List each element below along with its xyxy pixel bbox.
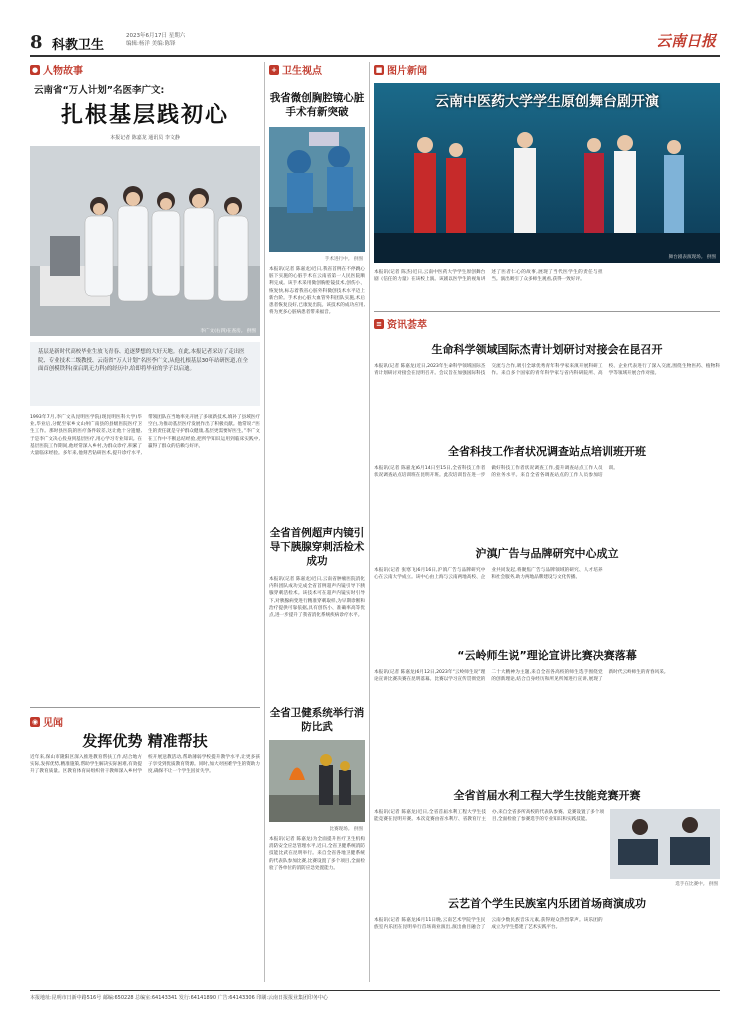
news-body-2: 本报讯(记者 陈嘉龙)6月14日至15日,全省科技工作者状况调查站点培训班在昆明开班。此次培训旨在进一步做好科技工作者状况调查工作,提升调查站点工作人员的业务水平。来自全省各调查站点的工作人员参加培训。: [374, 466, 618, 479]
fire-drill-illustration: [269, 740, 365, 822]
eye-icon: ◉: [31, 717, 39, 726]
surgery-photo-credit: 手术进行中。 供图: [324, 257, 363, 262]
camera-icon: ■: [375, 65, 383, 74]
mid-tag-label: 卫生视点: [282, 66, 322, 77]
contest-photo: [610, 809, 720, 887]
issue-proof: 美编:陈锋: [151, 41, 176, 47]
tag-label: 人物故事: [43, 66, 83, 77]
mid-headline-2: 全省首例超声内镜引导下胰腺穿刺活检术成功: [269, 527, 365, 567]
news-title-2: 全省科技工作者状况调查站点培训班开班: [448, 445, 646, 458]
news-body-3: 本报讯(记者 张寒飞)6月16日,沪滇广告与品牌研究中心在云南大学成立。该中心由上海与云南两地高校、企业共同发起,将聚焦广告与品牌领域的研究、人才培养和社会服务,助力两地品牌建设与文化传播。: [374, 568, 603, 581]
left-column: [30, 62, 260, 982]
page-number: 8: [30, 32, 43, 53]
photo-headline: 云南中医药大学学生原创舞台剧开演: [435, 94, 659, 110]
right-tag-label: 图片新闻: [387, 66, 427, 77]
mid-body-2: 本报讯(记者 陈嘉龙)近日,云南省肿瘤医院消化内科团队成功完成全省首例超声内镜引导下胰腺穿刺活检术。该技术可在超声内镜实时引导下,对胰腺病变进行精准穿刺取样,为早期诊断和治疗提供可靠依据,具有创伤小、准确率高等优点,进一步提升了我省消化系统疾病诊疗水平。: [269, 577, 365, 619]
sub-article-body: 近年来,保山市隆阳区深入推进教育帮扶工作,结合地方实际,发挥优势,精准施策,帮助学生解决实际困难,有效提升了教育质量。区教育体育局组织骨干教师深入乡村学校开展送教活动,帮助薄弱学校提升教学水平,让更多孩子享受到优质教育资源。同时,加大对困难学生的资助力度,确保不让一个学生因贫失学。: [30, 755, 260, 775]
mid-headline-1: 我省微创胸腔镜心脏手术有新突破: [269, 92, 365, 118]
right-column: [374, 62, 720, 982]
issue-editor: 编辑:杨洋: [126, 41, 150, 47]
kicker: 云南省“万人计划”名医李广文:: [34, 85, 165, 96]
mid-body-3: 本报讯(记者 陈嘉龙)为全面提升医疗卫生机构消防安全应急管理水平,近日,全省卫健系统消防技能比武在昆明举行。来自全省各地卫健系统的代表队参加比赛,比赛设置了多个项目,全面检验了各单位的消防应急处置能力。: [269, 837, 365, 871]
page-header: [30, 30, 720, 56]
doctor-rounds-photo: [30, 146, 260, 336]
subsection-label: 见闻: [43, 718, 63, 729]
mid-section-tag: [269, 62, 365, 77]
news-title-4: “云岭师生说”理论宣讲比赛决赛落幕: [457, 649, 637, 662]
photo-illustration: [30, 146, 260, 336]
surgery-illustration: [269, 127, 365, 252]
lead-paragraph: 基层是新时代高校毕业生放飞青春、追逐梦想的大好天地。在此,本报记者采访了走出医院、专业技术二级教授、云南省“万人计划”名医李广文,从他扎根基层30年站研医道,在全面首创模铁科(童启肌无力科)的经历中,给即将毕业的学子以启迪。: [30, 342, 260, 406]
sub-headline: 发挥优势 精准帮扶: [82, 732, 208, 750]
section-tag: [30, 62, 260, 77]
mid-headline-3: 全省卫健系统举行消防比武: [269, 707, 365, 733]
issue-info: [126, 32, 185, 48]
stage-news-body: 本报讯(记者 陈杰)近日,云南中医药大学学生原创舞台剧《信任的力量》在该校上演。该剧以医学生的视角讲述了医者仁心的故事,展现了当代医学生的责任与担当。演出吸引了众多师生观看,获得一致好评。: [374, 270, 603, 283]
news-title-6: 云艺首个学生民族室内乐团首场商演成功: [448, 897, 646, 910]
mid-body-1: 本报讯(记者 陈嘉龙)近日,我省首例在不停跳心脏下实施的心脏手术在云南省第一人民医院顺利完成。该手术采用微创胸腔镜技术,创伤小、恢复快,标志着我省心脏外科微创技术水平迈上新台阶。手术由心脏大血管外科团队实施,术后患者恢复良好,已康复出院。该技术的成功应用,将为更多心脏病患者带来福音。: [269, 267, 365, 316]
news-icon: ≡: [374, 319, 384, 329]
person-icon: ●: [31, 65, 39, 74]
brief-tag-label: 资讯荟萃: [387, 320, 427, 331]
news-title-1: 生命科学领域国际杰青计划研讨对接会在昆召开: [431, 343, 663, 356]
news-body-5: 本报讯(记者 陈嘉龙)近日,全省首届水利工程大学生技能竞赛在昆明开赛。本次竞赛由省水利厅、省教育厅主办,来自全省多所高校的代表队参赛。竞赛设置了多个项目,全面检验了参赛选手的专业知识和实践技能。: [374, 810, 604, 823]
news-5-row: [374, 809, 720, 887]
brief-section-tag: [374, 316, 720, 331]
headline: 扎根基层践初心: [60, 103, 229, 128]
masthead-logo: 云南日报: [655, 32, 716, 50]
news-title-3: 沪滇广告与品牌研究中心成立: [475, 547, 619, 560]
right-section-tag: [374, 62, 720, 77]
byline: 本报记者 陈嘉龙 通讯员 李文静: [110, 135, 180, 141]
news-title-5: 全省首届水利工程大学生技能竞赛开赛: [453, 789, 641, 802]
issue-weekday: 星期六: [168, 33, 186, 39]
photo-credit: 李广文(右四)在查房。 供图: [200, 329, 256, 334]
fire-drill-photo: [269, 740, 365, 832]
article-body: 1993年7月,李广文从昆明医学院(现昆明医科大学)毕业,毕业后,分配至家乡文山州广南县的县级医院医疗卫生工作。那时县医院的医疗条件较差,这让他十分遗憾,于是李广文决心投身到基层医疗,用心学习专业知识。在基层医院工作期间,他经常深入乡村,为群众诊疗,积累了大量临床经验。多年来,他刻苦钻研医术,提升诊疗水平,带领团队在当地率先开展了多项新技术,填补了县域医疗空白,为推动基层医疗发展作出了积极贡献。他常说:“医生的责任就是守护群众健康,基层更需要好医生。”李广文在工作中不断总结经验,把所学知识运用到临床实践中,赢得了群众的信赖与好评。: [30, 415, 260, 457]
section-name: 科教卫生: [52, 38, 105, 53]
fire-photo-credit: 比赛现场。 供图: [329, 827, 363, 832]
issue-date: 2023年6月17日: [126, 33, 167, 39]
news-body-1: 本报讯(记者 陈嘉龙)近日,2023年生命科学领域国际杰青计划研讨对接会在昆明召开。会议旨在加强国际科技交流与合作,吸引全球优秀青年科学家来滇开展科研工作。来自多个国家的青年科学家与省内科研院所、高校、企业代表进行了深入交流,围绕生物医药、植物科学等领域开展合作对接。: [374, 364, 720, 377]
contest-illustration: [610, 809, 720, 879]
contest-photo-credit: 选手在比赛中。 供图: [675, 882, 718, 887]
footer-info: 本报地址:昆明市日新中路516号 邮编:650228 总编室:64143341 发行:64141890 广告:64143306 印刷:云南日报报业集团印务中心: [30, 995, 329, 1001]
stage-play-photo: [374, 83, 720, 263]
news-body-6: 本报讯(记者 陈嘉龙)6月11日晚,云南艺术学院学生民族室内乐团在昆明举行首场商业演出,演出曲目融合了云南少数民族音乐元素,获得观众热烈掌声。该乐团的成立为学生搭建了艺术实践平台。: [374, 918, 603, 931]
news-body-4: 本报讯(记者 陈嘉龙)6月12日,2023年“云岭师生说”理论宣讲比赛决赛在昆明落幕。比赛以学习宣传贯彻党的二十大精神为主题,来自全省各高校的师生选手围绕党的创新理论,结合自身经历和所见所闻进行宣讲,展现了新时代云岭师生的青春风采。: [374, 670, 669, 683]
plus-icon: +: [269, 65, 279, 75]
middle-column: [269, 62, 365, 982]
subsection-tag: [30, 714, 63, 729]
stage-photo-credit: 舞台剧表演现场。 供图: [668, 255, 716, 260]
surgery-photo: [269, 127, 365, 262]
